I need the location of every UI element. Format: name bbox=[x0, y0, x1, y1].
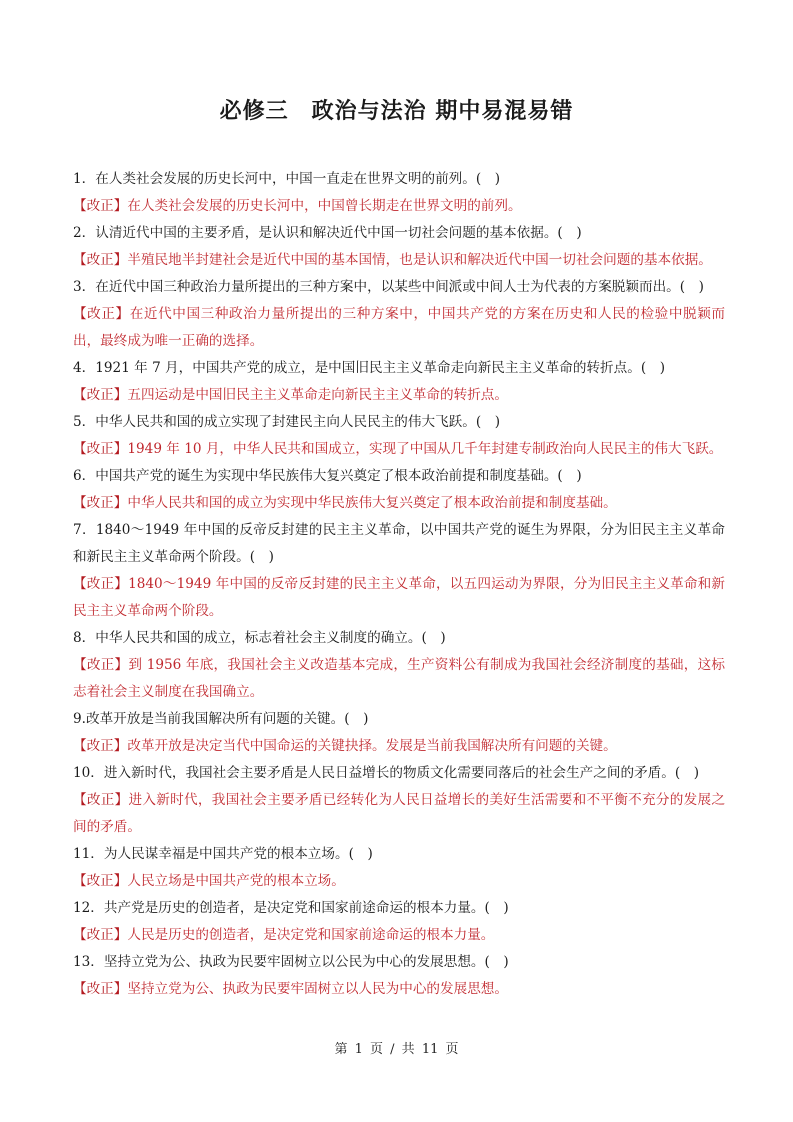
correction-label: 【改正】 bbox=[73, 873, 128, 889]
correction-text: 1840～1949 年中国的反帝反封建的民主主义革命，以五四运动为界限，分为旧民主主义革命和新民主主义革命两个阶段。 bbox=[73, 576, 725, 619]
question-item: 9.改革开放是当前我国解决所有问题的关键。( ) bbox=[73, 711, 369, 727]
correction-label: 【改正】 bbox=[73, 792, 129, 808]
correction-label: 【改正】 bbox=[73, 981, 128, 997]
correction-label: 【改正】 bbox=[73, 495, 128, 511]
correction-label: 【改正】 bbox=[73, 738, 128, 754]
correction-item bbox=[73, 193, 725, 220]
question-item: 1．在人类社会发展的历史长河中，中国一直走在世界文明的前列。( ) bbox=[73, 171, 501, 187]
question-list bbox=[73, 166, 725, 1003]
correction-label: 【改正】 bbox=[73, 252, 128, 268]
correction-text: 中华人民共和国的成立为实现中华民族伟大复兴奠定了根本政治前提和制度基础。 bbox=[127, 495, 617, 511]
correction-label: 【改正】 bbox=[73, 657, 129, 673]
question-item: 6．中国共产党的诞生为实现中华民族伟大复兴奠定了根本政治前提和制度基础。( ) bbox=[73, 468, 582, 484]
page-title: 必修三 政治与法治 期中易混易错 bbox=[219, 98, 574, 124]
question-item: 7．1840～1949 年中国的反帝反封建的民主主义革命，以中国共产党的诞生为界限，分为旧民主主义革命和新民主主义革命两个阶段。( ) bbox=[73, 522, 725, 565]
question-item: 13．坚持立党为公、执政为民要牢固树立以公民为中心的发展思想。( ) bbox=[73, 954, 509, 970]
question-item: 8．中华人民共和国的成立，标志着社会主义制度的确立。( ) bbox=[73, 630, 446, 646]
correction-item bbox=[73, 868, 725, 895]
question-item: 3．在近代中国三种政治力量所提出的三种方案中，以某些中间派或中间人士为代表的方案脱颖而出。( ) bbox=[73, 279, 704, 295]
question-item: 4．1921 年 7 月，中国共产党的成立，是中国旧民主主义革命走向新民主主义革命的转折点。( ) bbox=[73, 360, 666, 376]
correction-item bbox=[73, 490, 725, 517]
correction-text: 1949 年 10 月，中华人民共和国成立，实现了中国从几千年封建专制政治向人民民主的伟大飞跃。 bbox=[127, 441, 723, 457]
correction-item bbox=[73, 247, 725, 274]
correction-item bbox=[73, 436, 725, 463]
correction-label: 【改正】 bbox=[73, 441, 128, 457]
correction-text: 进入新时代，我国社会主要矛盾已经转化为人民日益增长的美好生活需要和不平衡不充分的发展之间的矛盾。 bbox=[73, 792, 725, 835]
correction-item bbox=[73, 787, 725, 841]
correction-item bbox=[73, 652, 725, 706]
question-item: 10．进入新时代，我国社会主要矛盾是人民日益增长的物质文化需要同落后的社会生产之间的矛盾。( ) bbox=[73, 765, 700, 781]
correction-item bbox=[73, 922, 725, 949]
correction-label: 【改正】 bbox=[73, 927, 128, 943]
correction-label: 【改正】 bbox=[73, 306, 130, 322]
correction-item bbox=[73, 733, 725, 760]
correction-text: 在人类社会发展的历史长河中，中国曾长期走在世界文明的前列。 bbox=[127, 198, 522, 214]
question-item: 11．为人民谋幸福是中国共产党的根本立场。( ) bbox=[73, 846, 373, 862]
question-item: 2．认清近代中国的主要矛盾，是认识和解决近代中国一切社会问题的基本依据。( ) bbox=[73, 225, 582, 241]
question-item: 12．共产党是历史的创造者，是决定党和国家前途命运的根本力量。( ) bbox=[73, 900, 509, 916]
question-item: 5．中华人民共和国的成立实现了封建民主向人民民主的伟大飞跃。( ) bbox=[73, 414, 501, 430]
page-number: 第 1 页 / 共 11 页 bbox=[334, 1042, 459, 1057]
correction-label: 【改正】 bbox=[73, 576, 129, 592]
correction-text: 五四运动是中国旧民主主义革命走向新民主主义革命的转折点。 bbox=[127, 387, 508, 403]
correction-text: 人民立场是中国共产党的根本立场。 bbox=[127, 873, 345, 889]
correction-item bbox=[73, 571, 725, 625]
correction-label: 【改正】 bbox=[73, 387, 128, 403]
correction-text: 坚持立党为公、执政为民要牢固树立以人民为中心的发展思想。 bbox=[127, 981, 508, 997]
correction-text: 在近代中国三种政治力量所提出的三种方案中，中国共产党的方案在历史和人民的检验中脱颖而出，最终成为唯一正确的选择。 bbox=[73, 306, 725, 349]
correction-text: 改革开放是决定当代中国命运的关键抉择。发展是当前我国解决所有问题的关键。 bbox=[127, 738, 617, 754]
correction-label: 【改正】 bbox=[73, 198, 128, 214]
correction-text: 到 1956 年底，我国社会主义改造基本完成，生产资料公有制成为我国社会经济制度的基础，这标志着社会主义制度在我国确立。 bbox=[73, 657, 726, 700]
correction-item bbox=[73, 382, 725, 409]
correction-text: 半殖民地半封建社会是近代中国的基本国情，也是认识和解决近代中国一切社会问题的基本依据。 bbox=[127, 252, 712, 268]
correction-text: 人民是历史的创造者，是决定党和国家前途命运的根本力量。 bbox=[127, 927, 495, 943]
correction-item bbox=[73, 301, 725, 355]
correction-item bbox=[73, 976, 725, 1003]
